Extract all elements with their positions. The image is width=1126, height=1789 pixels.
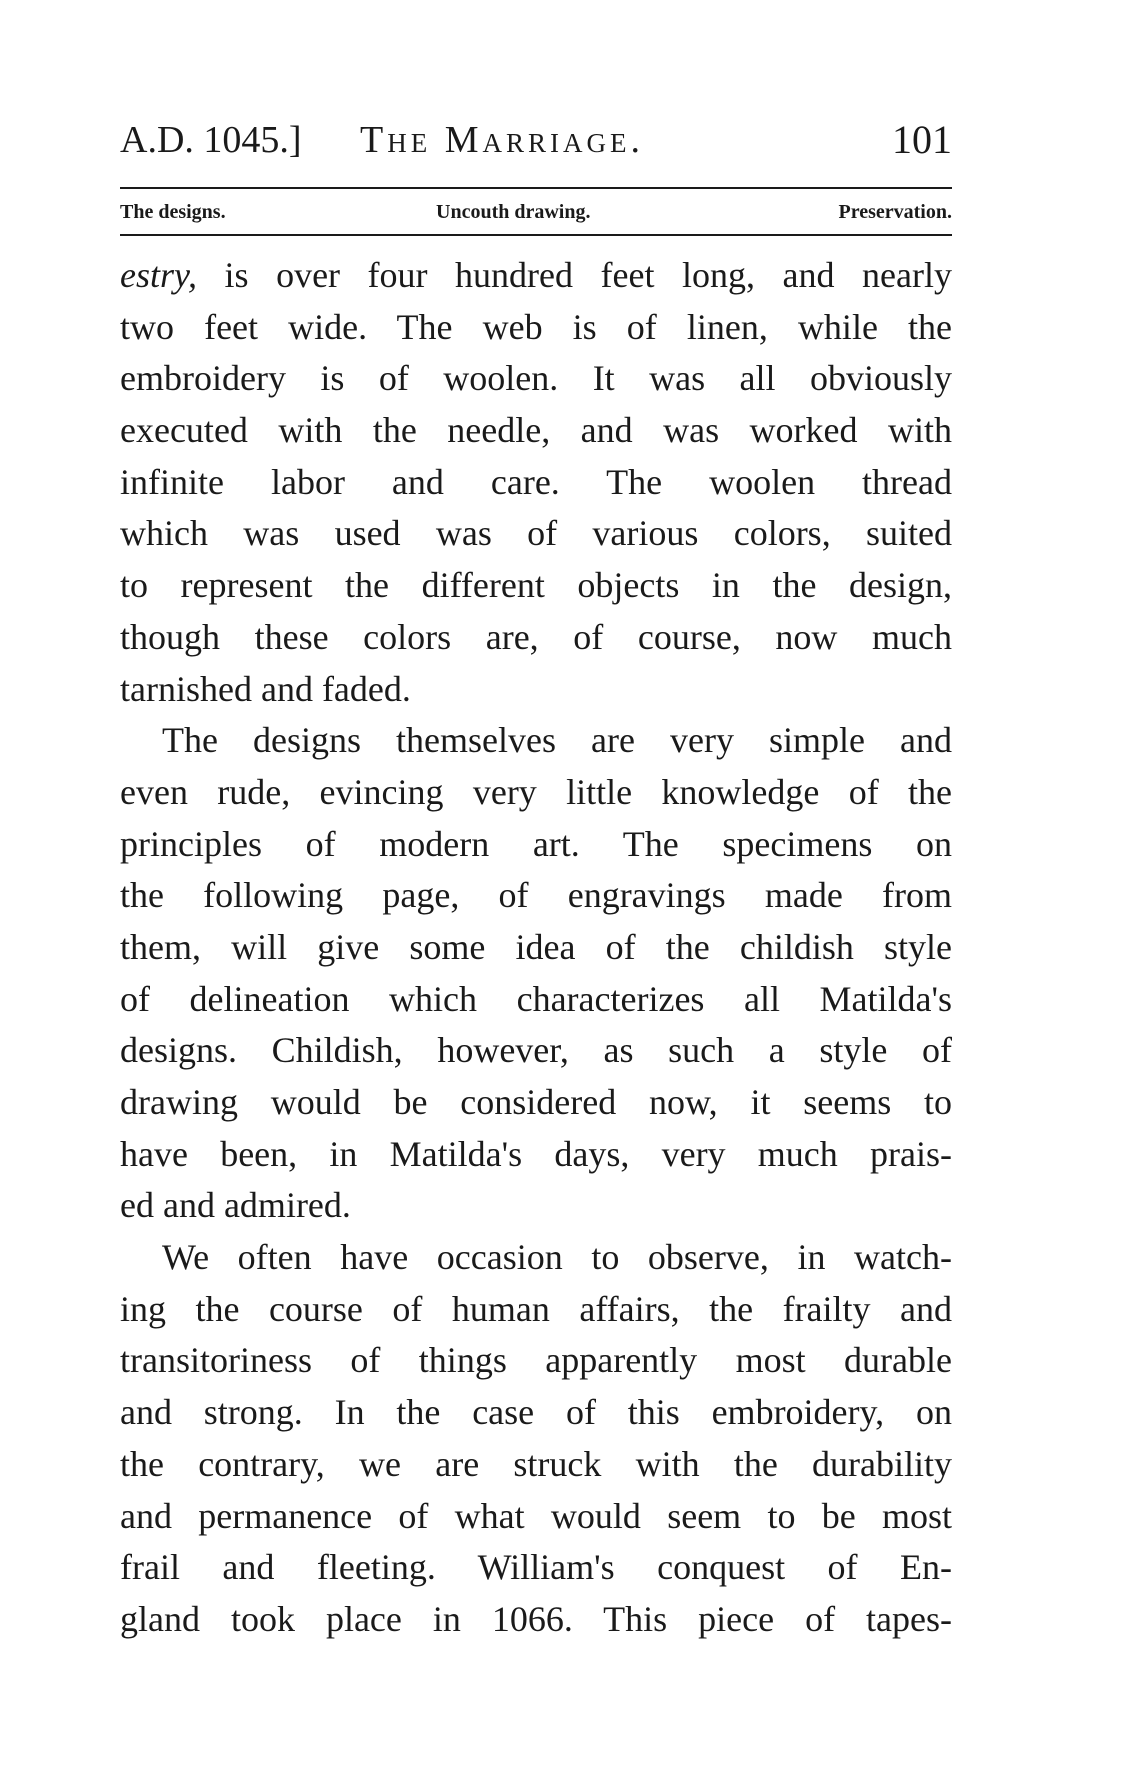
text-line: principles of modern art. The specimens on [120,823,952,864]
text-line: ed and admired. [120,1185,351,1226]
sidenote-left: The designs. [120,201,226,223]
text-line: estry, is over four hundred feet long, and nearly [120,255,952,295]
header-date: A.D. 1045.] [120,119,302,161]
running-head [120,114,952,166]
text-line: and permanence of what would seem to be most [120,1495,952,1536]
header-rule-top [120,187,952,189]
text-line: designs. Childish, however, as such a style of [120,1030,952,1071]
text-line: transitoriness of things apparently most durable [120,1340,952,1381]
text-line: frail and fleeting. William's conquest of En- [120,1547,952,1588]
text-line: ing the course of human affairs, the frailty and [120,1288,952,1329]
sidenote-right: Preservation. [838,201,952,223]
page-number: 101 [892,117,952,162]
text-line: embroidery is of woolen. It was all obviously [120,358,952,399]
text-line: them, will give some idea of the childish style [120,926,952,967]
text-line: tarnished and faded. [120,668,411,709]
header-rule-bottom [120,234,952,236]
body-text [120,250,952,1646]
text-line: gland took place in 1066. This piece of tapes- [120,1598,952,1639]
text-line: drawing would be considered now, it seems to [120,1082,952,1122]
text-line: even rude, evincing very little knowledge of the [120,771,952,812]
text-line: of delineation which characterizes all Matilda's [120,978,952,1019]
text-line: to represent the different objects in the design, [120,565,952,606]
book-page [120,0,952,1789]
text-line: and strong. In the case of this embroidery, on [120,1392,952,1433]
text-line: have been, in Matilda's days, very much prais- [120,1133,952,1174]
text-line: two feet wide. The web is of linen, while the [120,306,952,347]
text-line: the contrary, we are struck with the durability [120,1443,952,1484]
paragraph-1 [120,250,952,715]
text-line: The designs themselves are very simple and [162,720,952,761]
sidenote-center: Uncouth drawing. [436,201,591,223]
text-line: the following page, of engravings made from [120,875,952,916]
text-line: executed with the needle, and was worked with [120,410,952,451]
italic-word: estry, [120,255,197,295]
header-chapter-title: The Marriage. [360,119,644,161]
text-line: though these colors are, of course, now much [120,616,952,657]
text-line: infinite labor and care. The woolen thread [120,461,952,502]
paragraph-2 [120,715,952,1232]
paragraph-3 [120,1232,952,1646]
text-line: We often have occasion to observe, in watch- [162,1237,952,1278]
sidenote-bar [120,192,952,232]
text-line: which was used was of various colors, suited [120,513,952,554]
